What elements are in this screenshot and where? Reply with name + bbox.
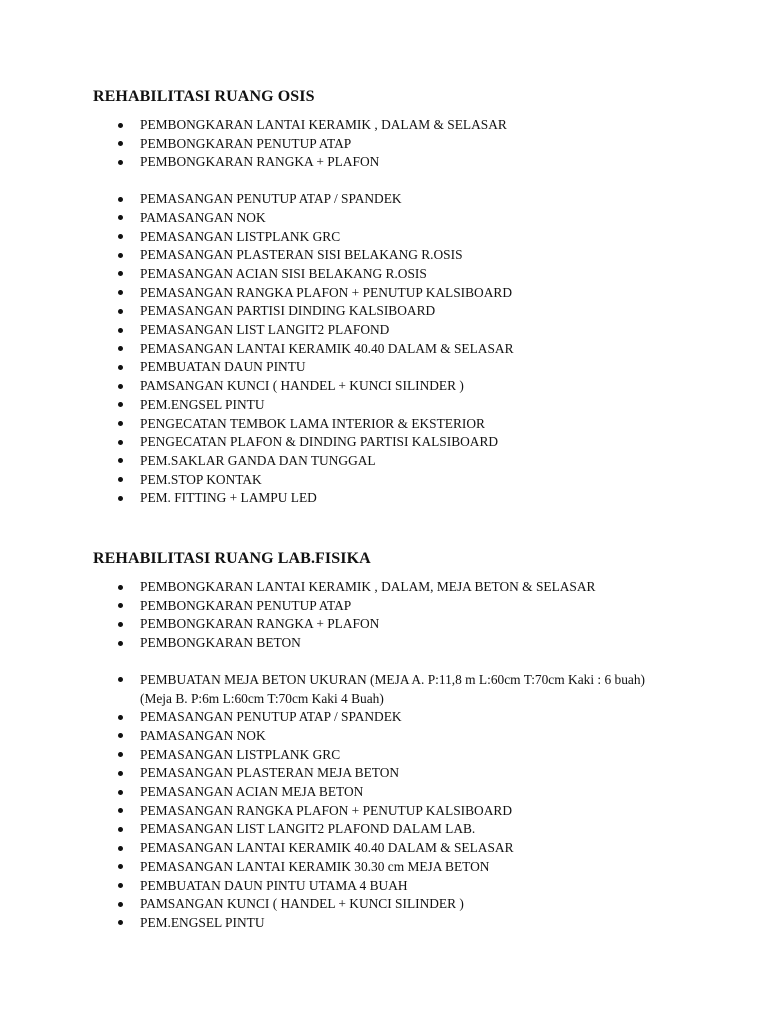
list-item: PEMBONGKARAN PENUTUP ATAP xyxy=(140,597,733,616)
list-item: PEMASANGAN PLASTERAN MEJA BETON xyxy=(140,764,733,783)
list-item: PAMSANGAN KUNCI ( HANDEL + KUNCI SILINDER ) xyxy=(140,377,733,396)
list-item: PEMBUATAN DAUN PINTU UTAMA 4 BUAH xyxy=(140,877,733,896)
list-item: PEMBUATAN DAUN PINTU xyxy=(140,358,733,377)
section-ruang-osis xyxy=(93,86,733,508)
section-title: REHABILITASI RUANG OSIS xyxy=(93,88,315,105)
list-item: PEMASANGAN PENUTUP ATAP / SPANDEK xyxy=(140,190,733,209)
list-item: PEMASANGAN RANGKA PLAFON + PENUTUP KALSIBOARD xyxy=(140,284,733,303)
list-item: PEM.SAKLAR GANDA DAN TUNGGAL xyxy=(140,452,733,471)
list-item: PEMASANGAN LANTAI KERAMIK 40.40 DALAM & SELASAR xyxy=(140,839,733,858)
list-item: PEM.ENGSEL PINTU xyxy=(140,914,733,933)
list-item: PEMASANGAN LISTPLANK GRC xyxy=(140,228,733,247)
installation-list xyxy=(93,190,733,508)
list-item: PAMASANGAN NOK xyxy=(140,209,733,228)
list-item: PEMBONGKARAN BETON xyxy=(140,634,733,653)
list-item: PEMASANGAN LISTPLANK GRC xyxy=(140,746,733,765)
list-item: PEMASANGAN LANTAI KERAMIK 30.30 cm MEJA BETON xyxy=(140,858,733,877)
demolition-list xyxy=(93,578,733,653)
section-ruang-lab-fisika xyxy=(93,548,733,933)
list-item: PEMASANGAN LIST LANGIT2 PLAFOND xyxy=(140,321,733,340)
list-item: PEM.STOP KONTAK xyxy=(140,471,733,490)
list-spacer xyxy=(93,172,733,190)
list-item: PEMBONGKARAN RANGKA + PLAFON xyxy=(140,153,733,172)
list-item: PEM.ENGSEL PINTU xyxy=(140,396,733,415)
list-item: PEMASANGAN ACIAN SISI BELAKANG R.OSIS xyxy=(140,265,733,284)
list-item: PEMBONGKARAN RANGKA + PLAFON xyxy=(140,615,733,634)
list-item: PEMASANGAN LIST LANGIT2 PLAFOND DALAM LAB. xyxy=(140,820,733,839)
list-item: PEMASANGAN PENUTUP ATAP / SPANDEK xyxy=(140,708,733,727)
list-item: PEMASANGAN RANGKA PLAFON + PENUTUP KALSIBOARD xyxy=(140,802,733,821)
list-item: PEMASANGAN PLASTERAN SISI BELAKANG R.OSIS xyxy=(140,246,733,265)
list-item: PEMBONGKARAN PENUTUP ATAP xyxy=(140,135,733,154)
list-item: PEMBONGKARAN LANTAI KERAMIK , DALAM & SELASAR xyxy=(140,116,733,135)
demolition-list xyxy=(93,116,733,172)
list-item: PENGECATAN PLAFON & DINDING PARTISI KALSIBOARD xyxy=(140,433,733,452)
list-item: PENGECATAN TEMBOK LAMA INTERIOR & EKSTERIOR xyxy=(140,415,733,434)
installation-list xyxy=(93,671,733,933)
list-item: PAMASANGAN NOK xyxy=(140,727,733,746)
list-spacer xyxy=(93,653,733,671)
list-item: PAMSANGAN KUNCI ( HANDEL + KUNCI SILINDER ) xyxy=(140,895,733,914)
list-item: PEM. FITTING + LAMPU LED xyxy=(140,489,733,508)
list-item: PEMASANGAN ACIAN MEJA BETON xyxy=(140,783,733,802)
list-item: PEMBONGKARAN LANTAI KERAMIK , DALAM, MEJA BETON & SELASAR xyxy=(140,578,733,597)
section-title: REHABILITASI RUANG LAB.FISIKA xyxy=(93,550,371,567)
list-item: PEMASANGAN LANTAI KERAMIK 40.40 DALAM & SELASAR xyxy=(140,340,733,359)
list-item: PEMBUATAN MEJA BETON UKURAN (MEJA A. P:11,8 m L:60cm T:70cm Kaki : 6 buah) (Meja B. P:6m L:60cm T:70cm Kaki 4 Buah) xyxy=(140,671,733,708)
list-item: PEMASANGAN PARTISI DINDING KALSIBOARD xyxy=(140,302,733,321)
